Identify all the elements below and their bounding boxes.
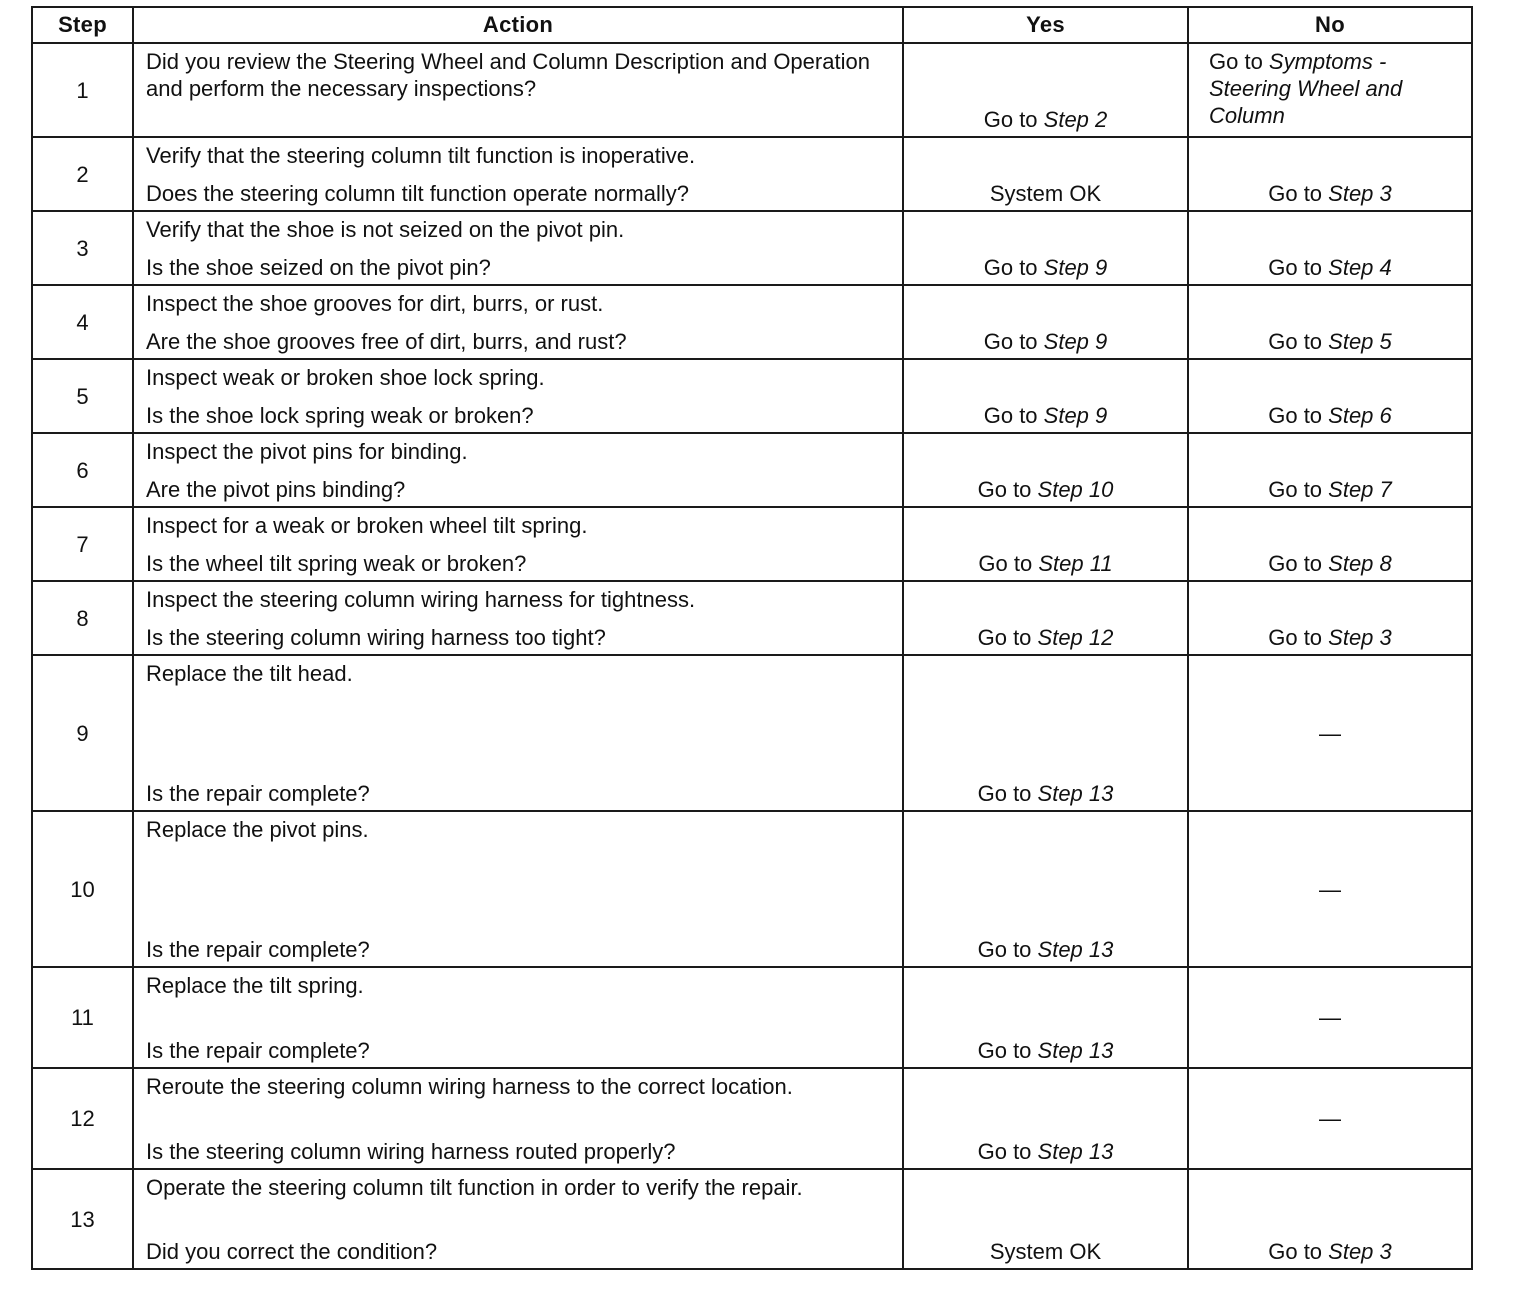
action-question: Is the steering column wiring harness routed properly? [146,1139,676,1164]
header-step: Step [32,7,133,43]
yes-text: Go to [978,551,1039,576]
yes-cell [903,811,1188,967]
no-step-link[interactable]: Step 3 [1328,181,1392,206]
yes-cell [903,655,1188,811]
table-row [32,581,1472,655]
yes-step-link[interactable]: Step 13 [1037,1038,1114,1063]
table-row [32,507,1472,581]
no-text: Go to [1268,181,1329,206]
action-cell [133,433,903,507]
action-text: Did you review the Steering Wheel and Column Description and Operation and perform the necessary inspections? [146,49,870,101]
action-text: Inspect weak or broken shoe lock spring. [146,365,545,390]
action-text: Replace the pivot pins. [146,817,369,842]
step-number: 11 [32,967,133,1068]
yes-cell [903,1169,1188,1269]
action-cell [133,1169,903,1269]
step-number: 2 [32,137,133,211]
yes-step-link[interactable]: Step 2 [1043,107,1108,132]
yes-step-link[interactable]: Step 10 [1037,477,1114,502]
action-text: Replace the tilt spring. [146,973,364,998]
action-cell [133,811,903,967]
header-yes: Yes [903,7,1188,43]
no-text: Go to [1209,49,1269,74]
action-text: Replace the tilt head. [146,661,353,686]
step-number: 4 [32,285,133,359]
no-cell [1188,811,1472,967]
action-cell [133,359,903,433]
action-question: Is the repair complete? [146,937,370,962]
step-number: 10 [32,811,133,967]
action-question: Are the shoe grooves free of dirt, burrs, and rust? [146,329,627,354]
action-cell [133,43,903,137]
table-row [32,655,1472,811]
action-text: Operate the steering column tilt function in order to verify the repair. [146,1175,803,1200]
yes-cell [903,285,1188,359]
yes-text: Go to [977,937,1038,962]
step-number: 6 [32,433,133,507]
action-text: Inspect the pivot pins for binding. [146,439,468,464]
yes-cell [903,967,1188,1068]
action-question: Is the steering column wiring harness too tight? [146,625,606,650]
action-cell [133,285,903,359]
no-cell [1188,581,1472,655]
no-text: Go to [1268,625,1329,650]
table-row [32,285,1472,359]
yes-step-link[interactable]: Step 9 [1043,329,1108,354]
action-question: Is the repair complete? [146,1038,370,1063]
no-step-link[interactable]: Step 7 [1328,477,1392,502]
step-number: 8 [32,581,133,655]
action-cell [133,137,903,211]
action-cell [133,1068,903,1169]
step-number: 3 [32,211,133,285]
header-row [32,7,1472,43]
action-text: Inspect the steering column wiring harness for tightness. [146,587,696,612]
action-cell [133,211,903,285]
yes-step-link[interactable]: Step 13 [1037,937,1114,962]
no-step-link[interactable]: Step 3 [1328,1239,1392,1264]
yes-step-link[interactable]: Step 9 [1043,403,1108,428]
action-question: Did you correct the condition? [146,1239,438,1264]
no-cell [1188,655,1472,811]
table-row [32,1169,1472,1269]
no-cell [1188,285,1472,359]
no-cell [1188,433,1472,507]
action-text: Inspect for a weak or broken wheel tilt spring. [146,513,588,538]
action-text: Verify that the steering column tilt function is inoperative. [146,143,696,168]
no-cell [1188,43,1472,137]
yes-cell [903,1068,1188,1169]
action-question: Is the shoe seized on the pivot pin? [146,255,491,280]
yes-cell [903,581,1188,655]
yes-text: Go to [983,403,1044,428]
action-text: Reroute the steering column wiring harness to the correct location. [146,1074,793,1099]
no-text: Go to [1268,329,1329,354]
yes-text: System OK [989,181,1102,206]
yes-step-link[interactable]: Step 13 [1037,781,1114,806]
no-step-link[interactable]: Step 4 [1328,255,1392,280]
action-cell [133,581,903,655]
no-text: Go to [1268,477,1329,502]
yes-text: Go to [977,1038,1038,1063]
diagnostic-table [31,6,1473,1270]
yes-cell [903,137,1188,211]
no-text: Go to [1268,1239,1329,1264]
table-row [32,967,1472,1068]
yes-cell [903,359,1188,433]
action-question: Is the wheel tilt spring weak or broken? [146,551,527,576]
no-cell [1188,967,1472,1068]
yes-cell [903,211,1188,285]
no-text: Go to [1268,551,1329,576]
yes-text: Go to [977,781,1038,806]
no-cell [1188,1169,1472,1269]
yes-step-link[interactable]: Step 13 [1037,1139,1114,1164]
action-cell [133,507,903,581]
header-action: Action [133,7,903,43]
yes-cell [903,507,1188,581]
table-row [32,811,1472,967]
action-cell [133,967,903,1068]
step-number: 13 [32,1169,133,1269]
no-step-link[interactable]: Step 8 [1328,551,1392,576]
yes-cell [903,433,1188,507]
step-number: 5 [32,359,133,433]
action-text: Verify that the shoe is not seized on the pivot pin. [146,217,625,242]
yes-text: Go to [977,625,1038,650]
table-row [32,137,1472,211]
table-row [32,43,1472,137]
no-step-link[interactable]: Step 3 [1328,625,1392,650]
yes-text: Go to [983,255,1044,280]
action-question: Is the shoe lock spring weak or broken? [146,403,534,428]
action-question: Does the steering column tilt function operate normally? [146,181,689,206]
yes-step-link[interactable]: Step 9 [1043,255,1108,280]
yes-text: Go to [983,329,1044,354]
no-cell [1188,211,1472,285]
yes-text: System OK [989,1239,1102,1264]
step-number: 7 [32,507,133,581]
no-step-link[interactable]: Step 6 [1328,403,1392,428]
no-dash: — [1319,1106,1341,1131]
no-cell [1188,137,1472,211]
action-question: Is the repair complete? [146,781,370,806]
yes-step-link[interactable]: Step 12 [1037,625,1114,650]
step-number: 12 [32,1068,133,1169]
no-text: Go to [1268,255,1329,280]
table-row [32,359,1472,433]
table-row [32,433,1472,507]
header-no: No [1188,7,1472,43]
table-row [32,1068,1472,1169]
yes-text: Go to [983,107,1044,132]
yes-text: Go to [977,477,1038,502]
no-cell [1188,507,1472,581]
step-number: 9 [32,655,133,811]
table-row [32,211,1472,285]
no-dash: — [1319,876,1341,902]
yes-cell [903,43,1188,137]
no-text: Go to [1268,403,1329,428]
table-body [32,43,1472,1269]
action-text: Inspect the shoe grooves for dirt, burrs, or rust. [146,291,604,316]
yes-text: Go to [977,1139,1038,1164]
no-cell [1188,359,1472,433]
action-question: Are the pivot pins binding? [146,477,406,502]
no-step-link[interactable]: Symptoms - Steering Wheel and Column [1209,49,1403,128]
no-cell [1188,1068,1472,1169]
yes-step-link[interactable]: Step 11 [1038,551,1113,576]
no-step-link[interactable]: Step 5 [1328,329,1392,354]
no-dash: — [1319,720,1341,746]
no-dash: — [1319,1005,1341,1030]
step-number: 1 [32,43,133,137]
action-cell [133,655,903,811]
